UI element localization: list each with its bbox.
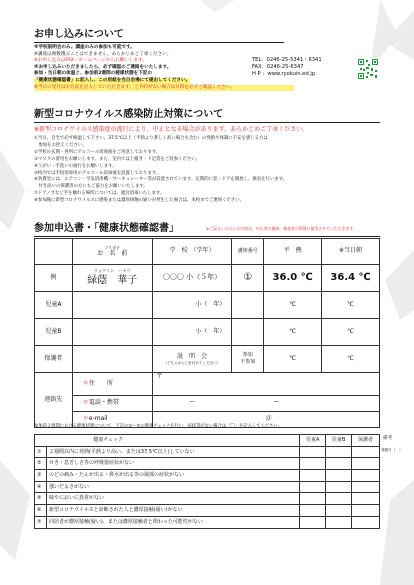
- today-cell[interactable]: ℃: [322, 319, 380, 346]
- temp-header: 平 熱: [264, 239, 322, 265]
- check-box[interactable]: [300, 481, 326, 493]
- check-box[interactable]: [352, 505, 380, 517]
- check-box[interactable]: [326, 481, 352, 493]
- covid-item: ③マスクの着用をお願いします。また、室内では上履き・下足袋をご持参ください。: [34, 156, 201, 162]
- addr-label: ＊住 所: [72, 373, 152, 396]
- header-line: ※お申し込みいただきましたら、必ず確認のご連絡をいたします。: [34, 64, 172, 70]
- school-cell[interactable]: 小（ 年）: [152, 319, 232, 346]
- attend-cell[interactable]: 参加 不参加: [232, 346, 264, 373]
- item-number: ⑥: [35, 505, 47, 517]
- school-header: 学 校 （学年）: [152, 239, 232, 265]
- covid-item: ④うがい・手洗いの励行をお願いします。: [34, 163, 117, 169]
- header-line: ※当日の受付はお名前を記入していただきます。ご予約がない場合は日時を必ずご確認ください。: [34, 85, 294, 92]
- course-header: 講座番号: [232, 239, 264, 265]
- check-item: 味やにおいに異常がない: [46, 493, 299, 505]
- covid-items: [34, 136, 384, 205]
- name-cell[interactable]: [72, 319, 152, 346]
- check-box[interactable]: [352, 470, 380, 482]
- contact-block: [252, 57, 322, 78]
- addr-field[interactable]: 〒: [152, 373, 379, 396]
- name-cell[interactable]: [72, 346, 152, 373]
- header-line: 参加・当日朝の体温と、参加前2週間の健康状態を下記の: [34, 71, 153, 77]
- col-item-header: 健康チェック: [35, 435, 300, 447]
- today-cell[interactable]: ℃: [322, 292, 380, 319]
- temp-cell[interactable]: ℃: [264, 292, 322, 319]
- today-cell[interactable]: ℃: [322, 346, 380, 373]
- row-label: 児童B: [35, 319, 73, 346]
- school-cell: 〇〇〇 小（５年）: [152, 265, 232, 292]
- check-item: 新型コロナウイルスと診断された人と濃厚接触(疑い)がない: [46, 505, 299, 517]
- col-b-header: 児童B: [326, 435, 352, 447]
- check-box[interactable]: [300, 505, 326, 517]
- col-a-header: 児童A: [300, 435, 326, 447]
- header-title: お申し込みについて: [34, 28, 284, 43]
- covid-item: 参加をお控えください。: [34, 142, 87, 148]
- covid-item: ⑥各教室には、エアコン・空気清浄機・サーキュレーター等が設置されています。定期的に窓・ドアを開放し、換気を行います。: [34, 177, 288, 183]
- covid-item: ⑦ドアノブなど手を触れる場所については、適宜消毒いたします。: [34, 191, 165, 197]
- item-number: ⑤: [35, 493, 47, 505]
- tel-text: TEL：0246-25-5341・6341: [252, 57, 322, 63]
- form-title: 参加申込書・「健康状態確認書」: [34, 222, 380, 237]
- check-item: 強いだるさがない: [46, 481, 299, 493]
- hp-text: H P ：www.ryokuin.ed.jp: [252, 71, 316, 77]
- check-item: ２週間以内に発熱(平熱より高い、または37.5℃以上)していない: [46, 446, 299, 458]
- phone-field-2[interactable]: ー: [232, 396, 322, 412]
- check-box[interactable]: [300, 446, 326, 458]
- check-item: 同居者が濃厚接触(疑い)、または濃厚接触者と関わった可能性がない: [46, 516, 299, 528]
- covid-title: 新型コロナウイルス感染防止対策について: [34, 108, 380, 123]
- check-item: せき・息苦しさ等の呼吸器症状がない: [46, 458, 299, 470]
- row-label: 保護者: [35, 346, 73, 373]
- covid-warning: ※新型コロナウイルス感染症の流行により、中止となる場合があります。あらかじめご了承ください。: [34, 126, 309, 133]
- temp-cell[interactable]: ℃: [264, 319, 322, 346]
- check-box[interactable]: [300, 470, 326, 482]
- check-box[interactable]: [326, 458, 352, 470]
- check-box[interactable]: [326, 446, 352, 458]
- covid-item: 付き添いの保護者の方にもご協力をお願いいたします。: [34, 184, 148, 190]
- col-parent-header: 保護者: [352, 435, 380, 447]
- check-item: のどの痛み・たんが出る・鼻水が出る等の風邪の症状がない: [46, 470, 299, 482]
- course-cell[interactable]: [232, 292, 264, 319]
- contact-label: 連絡先: [35, 373, 73, 428]
- covid-item: ①当日、自宅で必ず検温して下さい。37.5℃以上（平熱より著しく高い場合も含む）の発熱や体調に不安を感じる方は: [34, 136, 268, 141]
- check-box[interactable]: [352, 493, 380, 505]
- covid-item: ⑧参加後に新型コロナウイルスに感染または濃厚接触の疑いが発生した場合は、本校までご連絡ください。: [34, 198, 245, 204]
- today-cell: 36.4 ℃: [322, 265, 380, 292]
- health-checklist: [34, 434, 380, 529]
- check-box[interactable]: [326, 516, 352, 528]
- item-number: ④: [35, 481, 47, 493]
- check-box[interactable]: [352, 516, 380, 528]
- name-header: フリガナ お 名 前: [72, 239, 152, 265]
- name-cell: リョクイン ハナコ 緑蔭 華子: [72, 265, 152, 292]
- phone-label: ＊電話・携帯: [72, 396, 152, 412]
- check-box[interactable]: [326, 505, 352, 517]
- row-label: 児童A: [35, 292, 73, 319]
- check-box[interactable]: [352, 458, 380, 470]
- note-example: 発熱日（ ）: [381, 448, 403, 452]
- checklist-intro: 参加前２週間における健康状態について、下記の①〜⑦の健康チェックを行い、症状等がない場合は「〇」を記入してください。: [34, 424, 283, 429]
- check-box[interactable]: [326, 493, 352, 505]
- item-number: ①: [35, 446, 47, 458]
- email-domain-field[interactable]: ＠: [264, 412, 380, 428]
- item-number: ⑦: [35, 516, 47, 528]
- header-line: 「健康状態確認書」に記入し、この用紙を当日会場にて提出してください。: [34, 77, 191, 83]
- temp-cell: 36.0 ℃: [264, 265, 322, 292]
- item-number: ③: [35, 470, 47, 482]
- form-note: ※ご記入いただいた内容は、中止等の連絡、参加者の管理に使用させていただきます。: [206, 226, 357, 231]
- item-number: ②: [35, 458, 47, 470]
- check-box[interactable]: [326, 470, 352, 482]
- header-line: ※お申し込みはFAX・ホームページからお願いします。: [34, 58, 147, 64]
- name-cell[interactable]: [72, 292, 152, 319]
- session-cell[interactable]: 説 明 会 （どちらかに○を付けてください）: [152, 346, 232, 373]
- check-box[interactable]: [352, 481, 380, 493]
- phone-field-3[interactable]: [322, 396, 380, 412]
- school-cell[interactable]: 小（ 年）: [152, 292, 232, 319]
- check-box[interactable]: [300, 516, 326, 528]
- header-line: ※学校説明会のみ。講座のみの参加も可能です。: [34, 45, 135, 50]
- covid-item: ⑤校内では手指消毒用のアルコール消毒液を設置しております。: [34, 170, 161, 176]
- check-box[interactable]: [300, 493, 326, 505]
- today-header: ※当日朝: [322, 239, 380, 265]
- qr-code-icon: [357, 58, 379, 80]
- header-blank: [35, 239, 73, 265]
- temp-cell[interactable]: ℃: [264, 346, 322, 373]
- fax-text: FAX：0246-25-6347: [252, 64, 304, 70]
- course-cell: ①: [232, 265, 264, 292]
- application-table: [34, 238, 380, 428]
- course-cell[interactable]: [232, 319, 264, 346]
- phone-field-1[interactable]: ー: [152, 396, 232, 412]
- header-line: ※講座は複数選ぶことはできません。あらかじめご了承ください。: [34, 51, 172, 57]
- note-header: 備考: [383, 436, 393, 441]
- check-box[interactable]: [300, 458, 326, 470]
- row-label: 例: [35, 265, 73, 292]
- check-box[interactable]: [352, 446, 380, 458]
- covid-item: ②学校の玄関・各所にアルコール消毒液をご用意しております。: [34, 149, 161, 155]
- email-label: ＊e-mail: [72, 412, 152, 428]
